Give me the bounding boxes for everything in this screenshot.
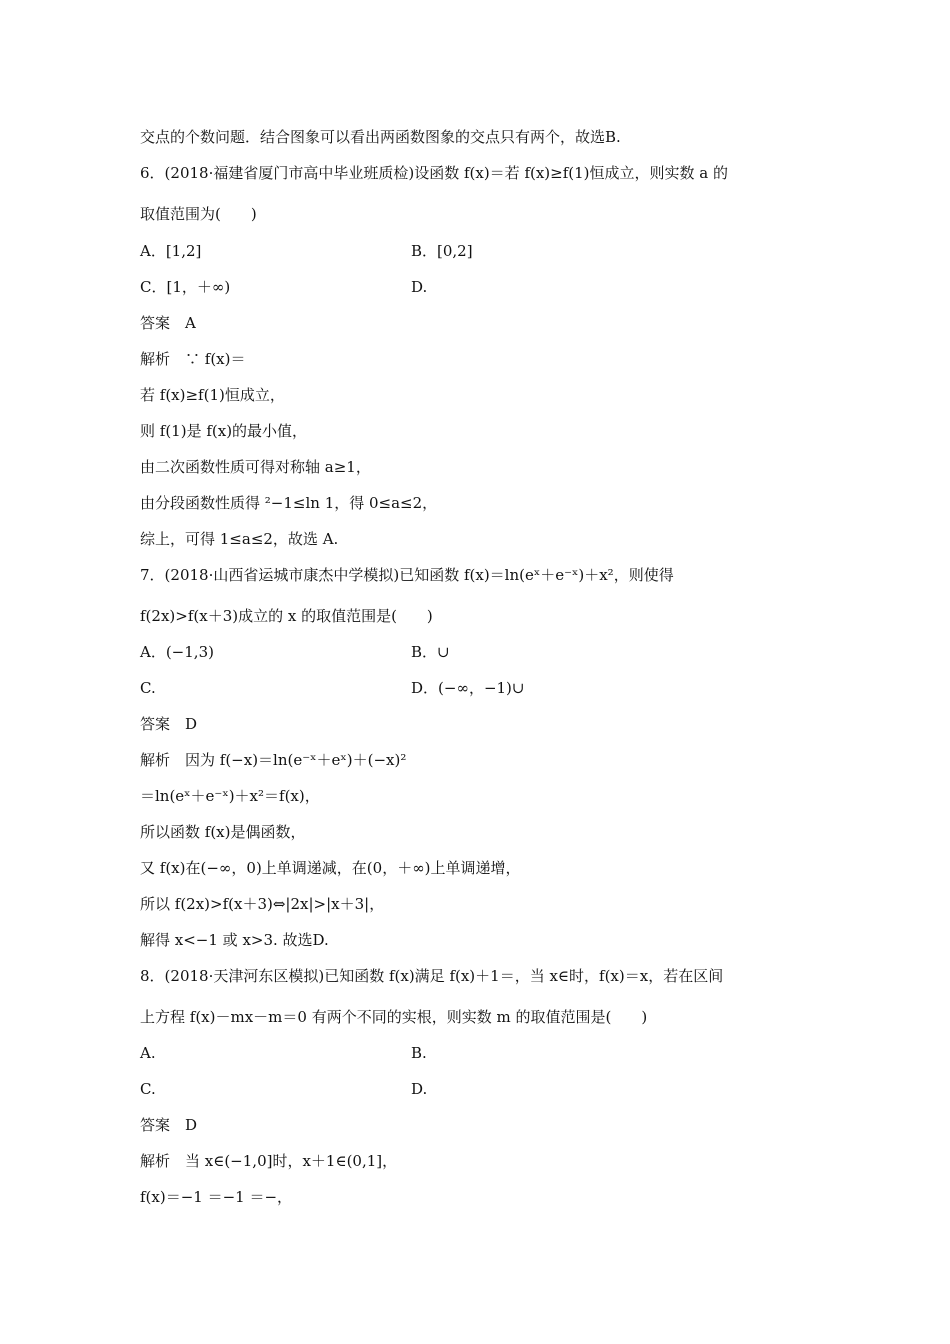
q7-analysis-line: ＝ln(eˣ＋e⁻ˣ)＋x²＝f(x)， <box>140 787 320 805</box>
q6-option-a: A．[1,2] <box>140 242 202 260</box>
q6-analysis-line: 由二次函数性质可得对称轴 a≥1， <box>140 458 371 476</box>
q7-analysis: 解析 因为 f(−x)＝ln(e⁻ˣ＋eˣ)＋(−x)² <box>140 751 407 769</box>
q8-option-b: B. <box>411 1044 427 1062</box>
q6-analysis-line: 由分段函数性质得 ²−1≤ln 1，得 0≤a≤2， <box>140 494 438 512</box>
q8-analysis-line: f(x)＝−1 ＝−1 ＝−， <box>140 1188 293 1206</box>
q6-option-c: C．[1，＋∞) <box>140 278 231 296</box>
question-8-stem: 8．(2018·天津河东区模拟)已知函数 f(x)满足 f(x)＋1＝，当 x∈时，f(x)＝x，若在区间 <box>140 967 724 985</box>
q8-option-d: D. <box>411 1080 428 1098</box>
q7-analysis-line: 所以函数 f(x)是偶函数， <box>140 823 306 841</box>
q6-option-d: D. <box>411 278 428 296</box>
q7-analysis-line: 所以 f(2x)>f(x＋3)⇔|2x|>|x＋3|， <box>140 895 385 913</box>
q6-analysis-line: 则 f(1)是 f(x)的最小值， <box>140 422 308 440</box>
text-line: 交点的个数问题．结合图象可以看出两函数图象的交点只有两个，故选B. <box>140 128 621 146</box>
q8-option-a: A. <box>140 1044 156 1062</box>
q6-option-b: B．[0,2] <box>411 242 473 260</box>
q6-analysis-line: 若 f(x)≥f(1)恒成立， <box>140 386 285 404</box>
q7-analysis-line: 又 f(x)在(−∞，0)上单调递减，在(0，＋∞)上单调递增， <box>140 859 521 877</box>
q7-answer: 答案 D <box>140 715 198 733</box>
q7-option-c: C. <box>140 679 156 697</box>
q6-analysis-line: 综上，可得 1≤a≤2，故选 A. <box>140 530 339 548</box>
q7-option-a: A．(−1,3) <box>140 643 214 661</box>
q6-answer: 答案 A <box>140 314 196 332</box>
q7-option-b: B．∪ <box>411 643 450 661</box>
question-7-stem-cont: f(2x)>f(x＋3)成立的 x 的取值范围是( ) <box>140 607 433 625</box>
question-8-stem-cont: 上方程 f(x)－mx－m＝0 有两个不同的实根，则实数 m 的取值范围是( ) <box>140 1008 648 1026</box>
q6-analysis: 解析 ∵ f(x)＝ <box>140 350 246 368</box>
question-7-stem: 7．(2018·山西省运城市康杰中学模拟)已知函数 f(x)＝ln(eˣ＋e⁻ˣ)＋x²，则使得 <box>140 566 674 584</box>
q8-option-c: C. <box>140 1080 156 1098</box>
q7-option-d: D．(−∞，−1)∪ <box>411 679 525 697</box>
q7-analysis-line: 解得 x<−1 或 x>3. 故选D. <box>140 931 329 949</box>
question-6-stem: 6．(2018·福建省厦门市高中毕业班质检)设函数 f(x)＝若 f(x)≥f(1)恒成立，则实数 a 的 <box>140 164 729 182</box>
q8-answer: 答案 D <box>140 1116 198 1134</box>
q8-analysis: 解析 当 x∈(−1,0]时，x＋1∈(0,1]， <box>140 1152 398 1170</box>
question-6-stem-cont: 取值范围为( ) <box>140 205 257 223</box>
